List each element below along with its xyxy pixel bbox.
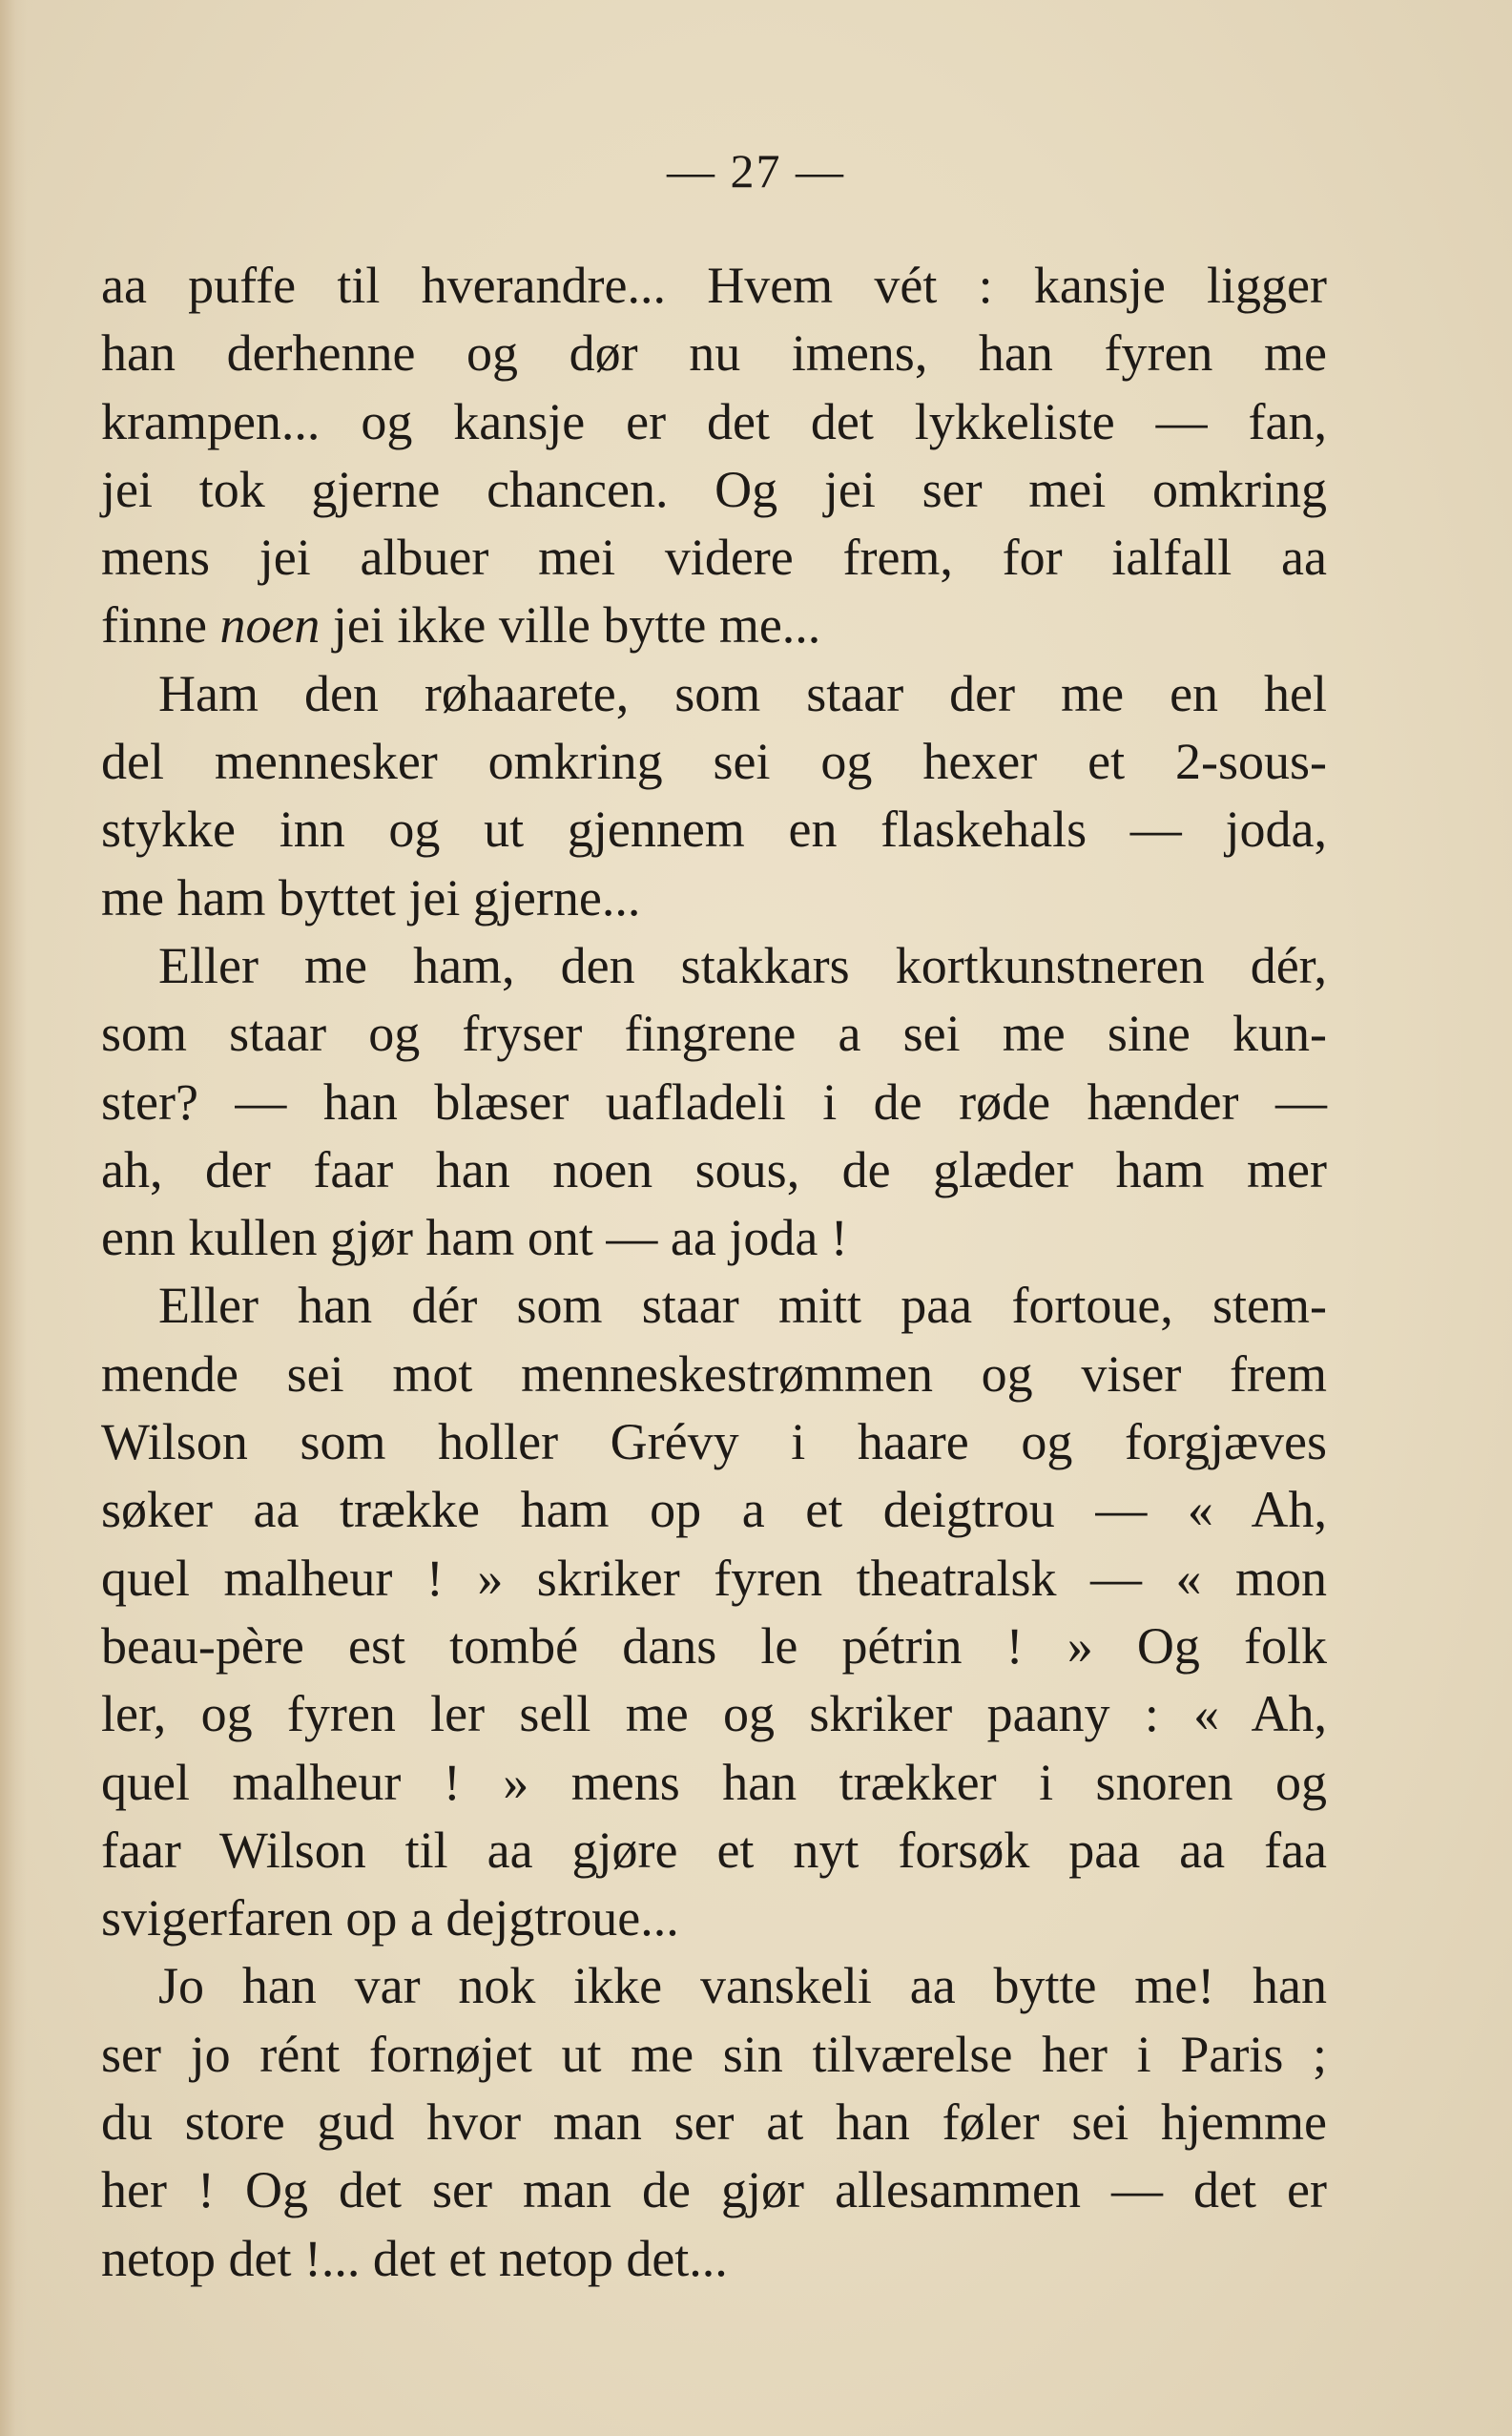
text-line-7: Ham den røhaarete, som staar der me en hel [158, 664, 1327, 722]
text-line-17: mende sei mot menneskestrømmen og viser frem [101, 1344, 1327, 1403]
text-line-9: stykke inn og ut gjennem en flaskehals — joda, [101, 801, 1327, 859]
text-line-3: krampen... og kansje er det det lykkeliste — fan, [101, 392, 1327, 450]
text-line-27: ser jo rént fornøjet ut me sin tilværelse her i Paris ; [101, 2025, 1327, 2083]
text-line-11: Eller me ham, den stakkars kortkunstneren dér, [158, 936, 1327, 994]
italic-word-noen: noen [219, 596, 321, 655]
text-line-21: beau-père est tombé dans le pétrin ! » Og folk [101, 1616, 1327, 1675]
page-gutter-shadow [0, 0, 27, 2436]
text-line-26: Jo han var nok ikke vanskeli aa bytte me! han [158, 1957, 1327, 2015]
text-line-8: del mennesker omkring sei og hexer et 2-sous- [101, 733, 1327, 791]
text-line-1: aa puffe til hverandre... Hvem vét : kansje ligger [101, 257, 1327, 314]
text-line-4: jei tok gjerne chancen. Og jei ser mei omkring [101, 460, 1327, 518]
text-line-10: me ham byttet jei gjerne... [101, 868, 641, 927]
text-line-13: ster? — han blæser uafladeli i de røde hænder — [101, 1072, 1327, 1131]
text-line-12: som staar og fryser fingrene a sei me sine kun- [101, 1005, 1327, 1063]
text-line-22: ler, og fyren ler sell me og skriker paany : « Ah, [101, 1685, 1327, 1743]
text-line-14: ah, der faar han noen sous, de glæder ham mer [101, 1140, 1327, 1198]
text-line-19: søker aa trække ham op a et deigtrou — « Ah, [101, 1481, 1327, 1539]
text-line-16: Eller han dér som staar mitt paa fortoue, stem- [158, 1277, 1327, 1335]
text-line-6-start: finne [101, 596, 220, 655]
text-line-29: her ! Og det ser man de gjør allesammen — det er [101, 2161, 1327, 2219]
text-line-2: han derhenne og dør nu imens, han fyren me [101, 324, 1327, 383]
text-line-5: mens jei albuer mei videre frem, for ialfall aa [101, 529, 1327, 587]
text-line-30: netop det !... det et netop det... [101, 2229, 728, 2287]
text-line-15: enn kullen gjør ham ont — aa joda ! [101, 1209, 848, 1267]
body-text [101, 252, 1327, 2293]
text-line-25: svigerfaren op a dejgtroue... [101, 1889, 679, 1947]
text-line-6 [101, 592, 1327, 659]
page-number: — 27 — [667, 144, 845, 198]
text-line-20: quel malheur ! » skriker fyren theatralsk — « mon [101, 1549, 1327, 1607]
text-line-23: quel malheur ! » mens han trækker i snoren og [101, 1753, 1327, 1811]
text-line-28: du store gud hvor man ser at han føler sei hjemme [101, 2093, 1327, 2152]
text-line-24: faar Wilson til aa gjøre et nyt forsøk paa aa faa [101, 1821, 1327, 1879]
text-line-18: Wilson som holler Grévy i haare og forgjæves [101, 1413, 1327, 1471]
text-line-6-end: jei ikke ville bytte me... [320, 596, 821, 655]
